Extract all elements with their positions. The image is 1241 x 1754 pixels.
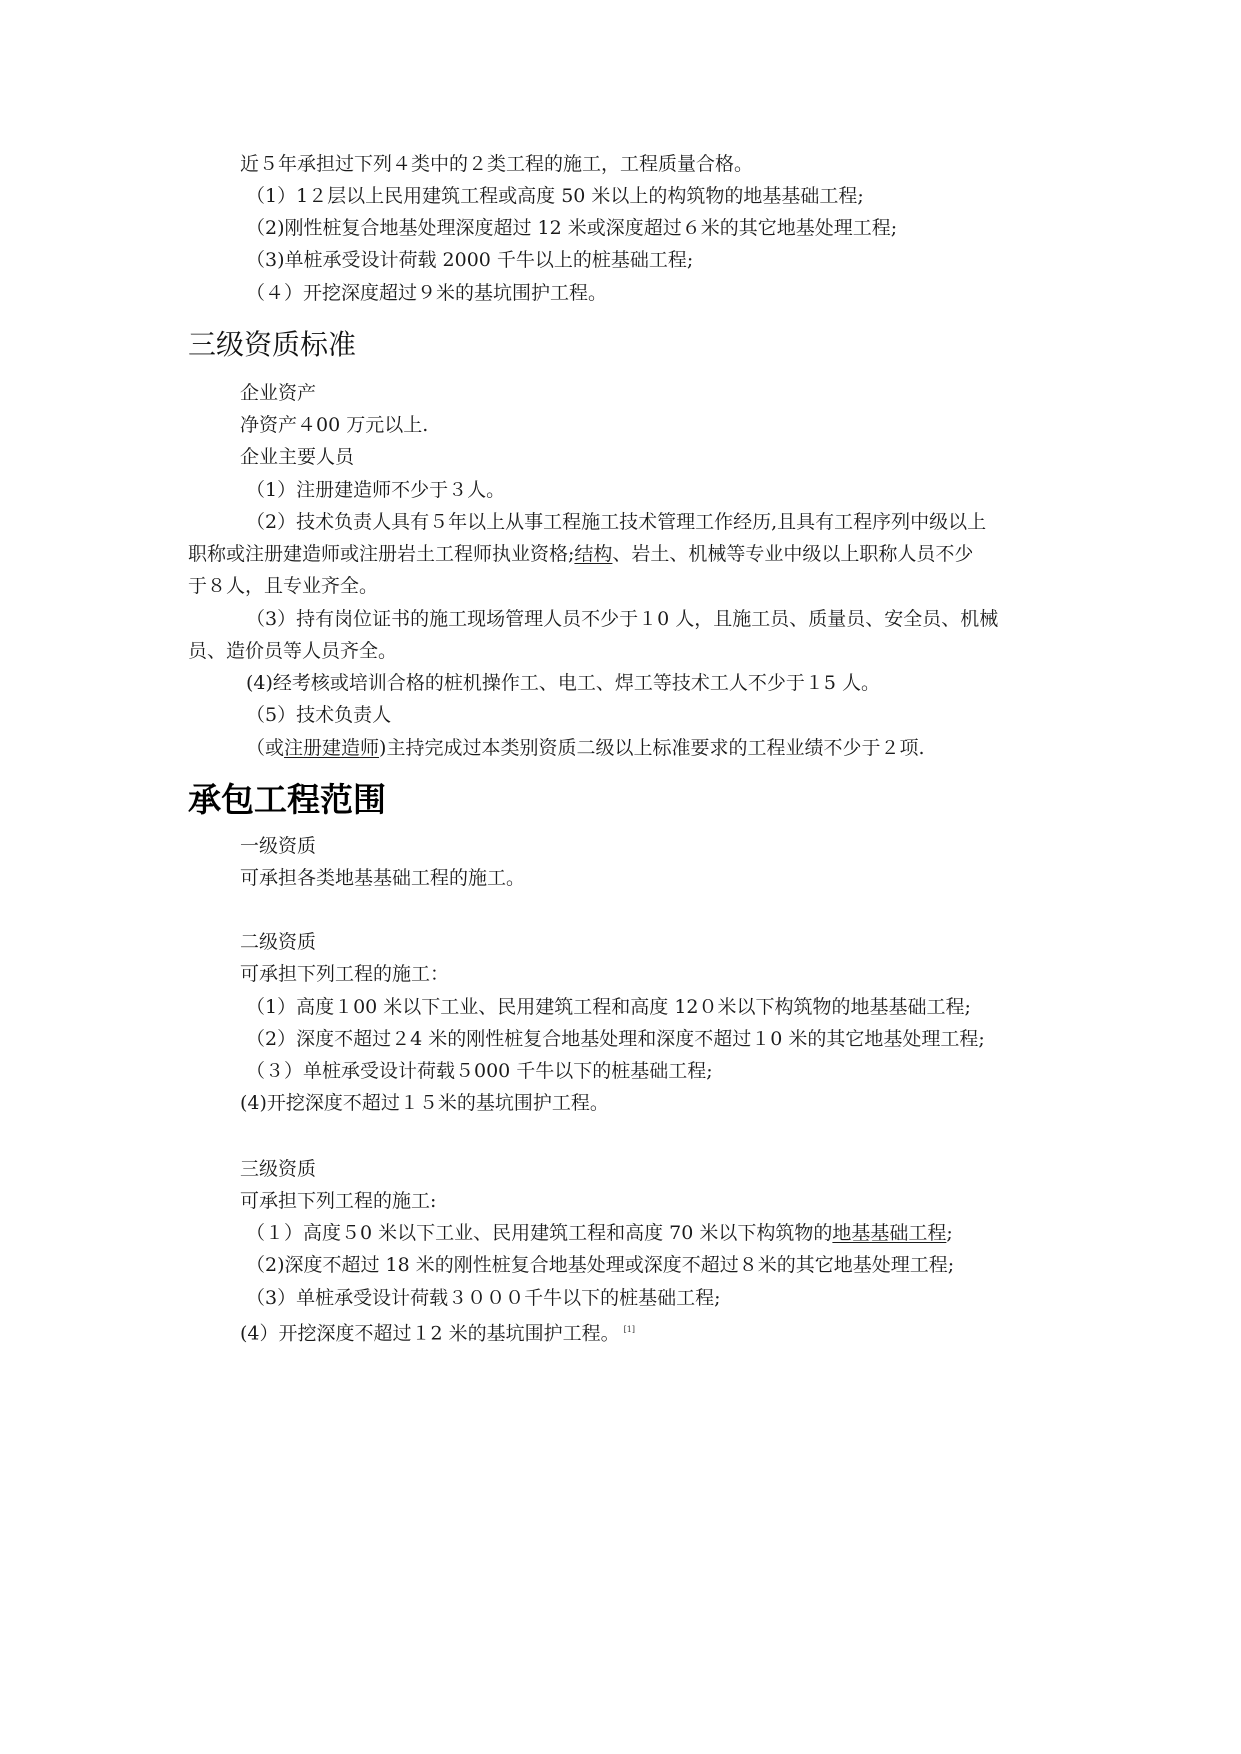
- grade3-item-5: （5）技术负责人: [246, 704, 392, 726]
- scope-heading: 承包工程范围: [188, 780, 386, 819]
- scope-second-item-4: (4)开挖深度不超过１５米的基坑围护工程。: [240, 1092, 609, 1114]
- structure-link[interactable]: 结构: [574, 543, 613, 565]
- grade3-item-3-line-2: 员、造价员等人员齐全。: [188, 640, 398, 662]
- scope-first-label: 一级资质: [240, 835, 317, 857]
- grade3-heading: 三级资质标准: [188, 328, 357, 361]
- grade3-item-2-line-1: （2）技术负责人具有５年以上从事工程施工技术管理工作经历,且具有工程序列中级以上: [246, 511, 987, 533]
- grade3-assets-label: 企业资产: [240, 382, 317, 404]
- scope-second-item-2: （2）深度不超过２4 米的刚性桩复合地基处理和深度不超过１0 米的其它地基处理工程;: [246, 1028, 985, 1050]
- grade3-item-2-text-a: 职称或注册建造师或注册岩土工程师执业资格;: [188, 543, 575, 565]
- grade3-personnel-label: 企业主要人员: [240, 446, 355, 468]
- scope-third-item-4: [240, 1318, 635, 1345]
- scope-third-item-1-text-b: ;: [946, 1222, 953, 1244]
- grade3-item-4: (4)经考核或培训合格的桩机操作工、电工、焊工等技术工人不少于１5 人。: [246, 672, 881, 694]
- scope-third-item-3: （3）单桩承受设计荷载３０００千牛以下的桩基础工程;: [246, 1287, 721, 1309]
- scope-second-item-1: （1）高度１00 米以下工业、民用建筑工程和高度 12０米以下构筑物的地基基础工程;: [246, 996, 971, 1018]
- scope-third-item-4-text: (4）开挖深度不超过１2 米的基坑围护工程。: [240, 1322, 620, 1345]
- qual2-item-4: （４）开挖深度超过９米的基坑围护工程。: [246, 282, 608, 304]
- scope-second-label: 二级资质: [240, 931, 317, 953]
- grade3-item-5-continued: [246, 736, 925, 760]
- grade3-item-5-text-a: （或: [246, 737, 285, 759]
- scope-third-item-1-text-a: （１）高度５0 米以下工业、民用建筑工程和高度 70 米以下构筑物的: [246, 1222, 833, 1244]
- qual2-item-2: （2)刚性桩复合地基处理深度超过 12 米或深度超过６米的其它地基处理工程;: [246, 217, 898, 239]
- grade3-item-3-line-1: （3）持有岗位证书的施工现场管理人员不少于１0 人，且施工员、质量员、安全员、机械: [246, 608, 999, 630]
- registered-constructor-link[interactable]: 注册建造师: [284, 737, 380, 759]
- scope-first-text: 可承担各类地基基础工程的施工。: [240, 867, 526, 889]
- qual2-item-1: （1）1２层以上民用建筑工程或高度 50 米以上的构筑物的地基基础工程;: [246, 185, 864, 207]
- foundation-engineering-link[interactable]: 地基基础工程: [832, 1222, 947, 1244]
- grade3-assets-text: 净资产４00 万元以上.: [240, 414, 429, 436]
- qual2-intro: 近５年承担过下列４类中的２类工程的施工，工程质量合格。: [240, 153, 754, 175]
- scope-third-label: 三级资质: [240, 1158, 317, 1180]
- scope-third-item-1: [246, 1221, 953, 1245]
- scope-second-item-3: （３）单桩承受设计荷载５000 千牛以下的桩基础工程;: [246, 1060, 713, 1082]
- grade3-item-2-text-b: 、岩土、机械等专业中级以上职称人员不少: [612, 543, 974, 565]
- scope-third-intro: 可承担下列工程的施工:: [240, 1190, 437, 1212]
- grade3-item-1: （1）注册建造师不少于３人。: [246, 479, 506, 501]
- grade3-item-5-text-b: )主持完成过本类别资质二级以上标准要求的工程业绩不少于２项.: [379, 737, 925, 759]
- qual2-item-3: （3)单桩承受设计荷载 2000 千牛以上的桩基础工程;: [246, 249, 694, 271]
- grade3-item-2-line-2: [188, 542, 973, 566]
- scope-second-intro: 可承担下列工程的施工：: [240, 963, 450, 985]
- scope-third-item-2: （2)深度不超过 18 米的刚性桩复合地基处理或深度不超过８米的其它地基处理工程;: [246, 1254, 955, 1276]
- grade3-item-2-line-3: 于８人，且专业齐全。: [188, 575, 379, 597]
- footnote-reference[interactable]: [1]: [623, 1325, 635, 1334]
